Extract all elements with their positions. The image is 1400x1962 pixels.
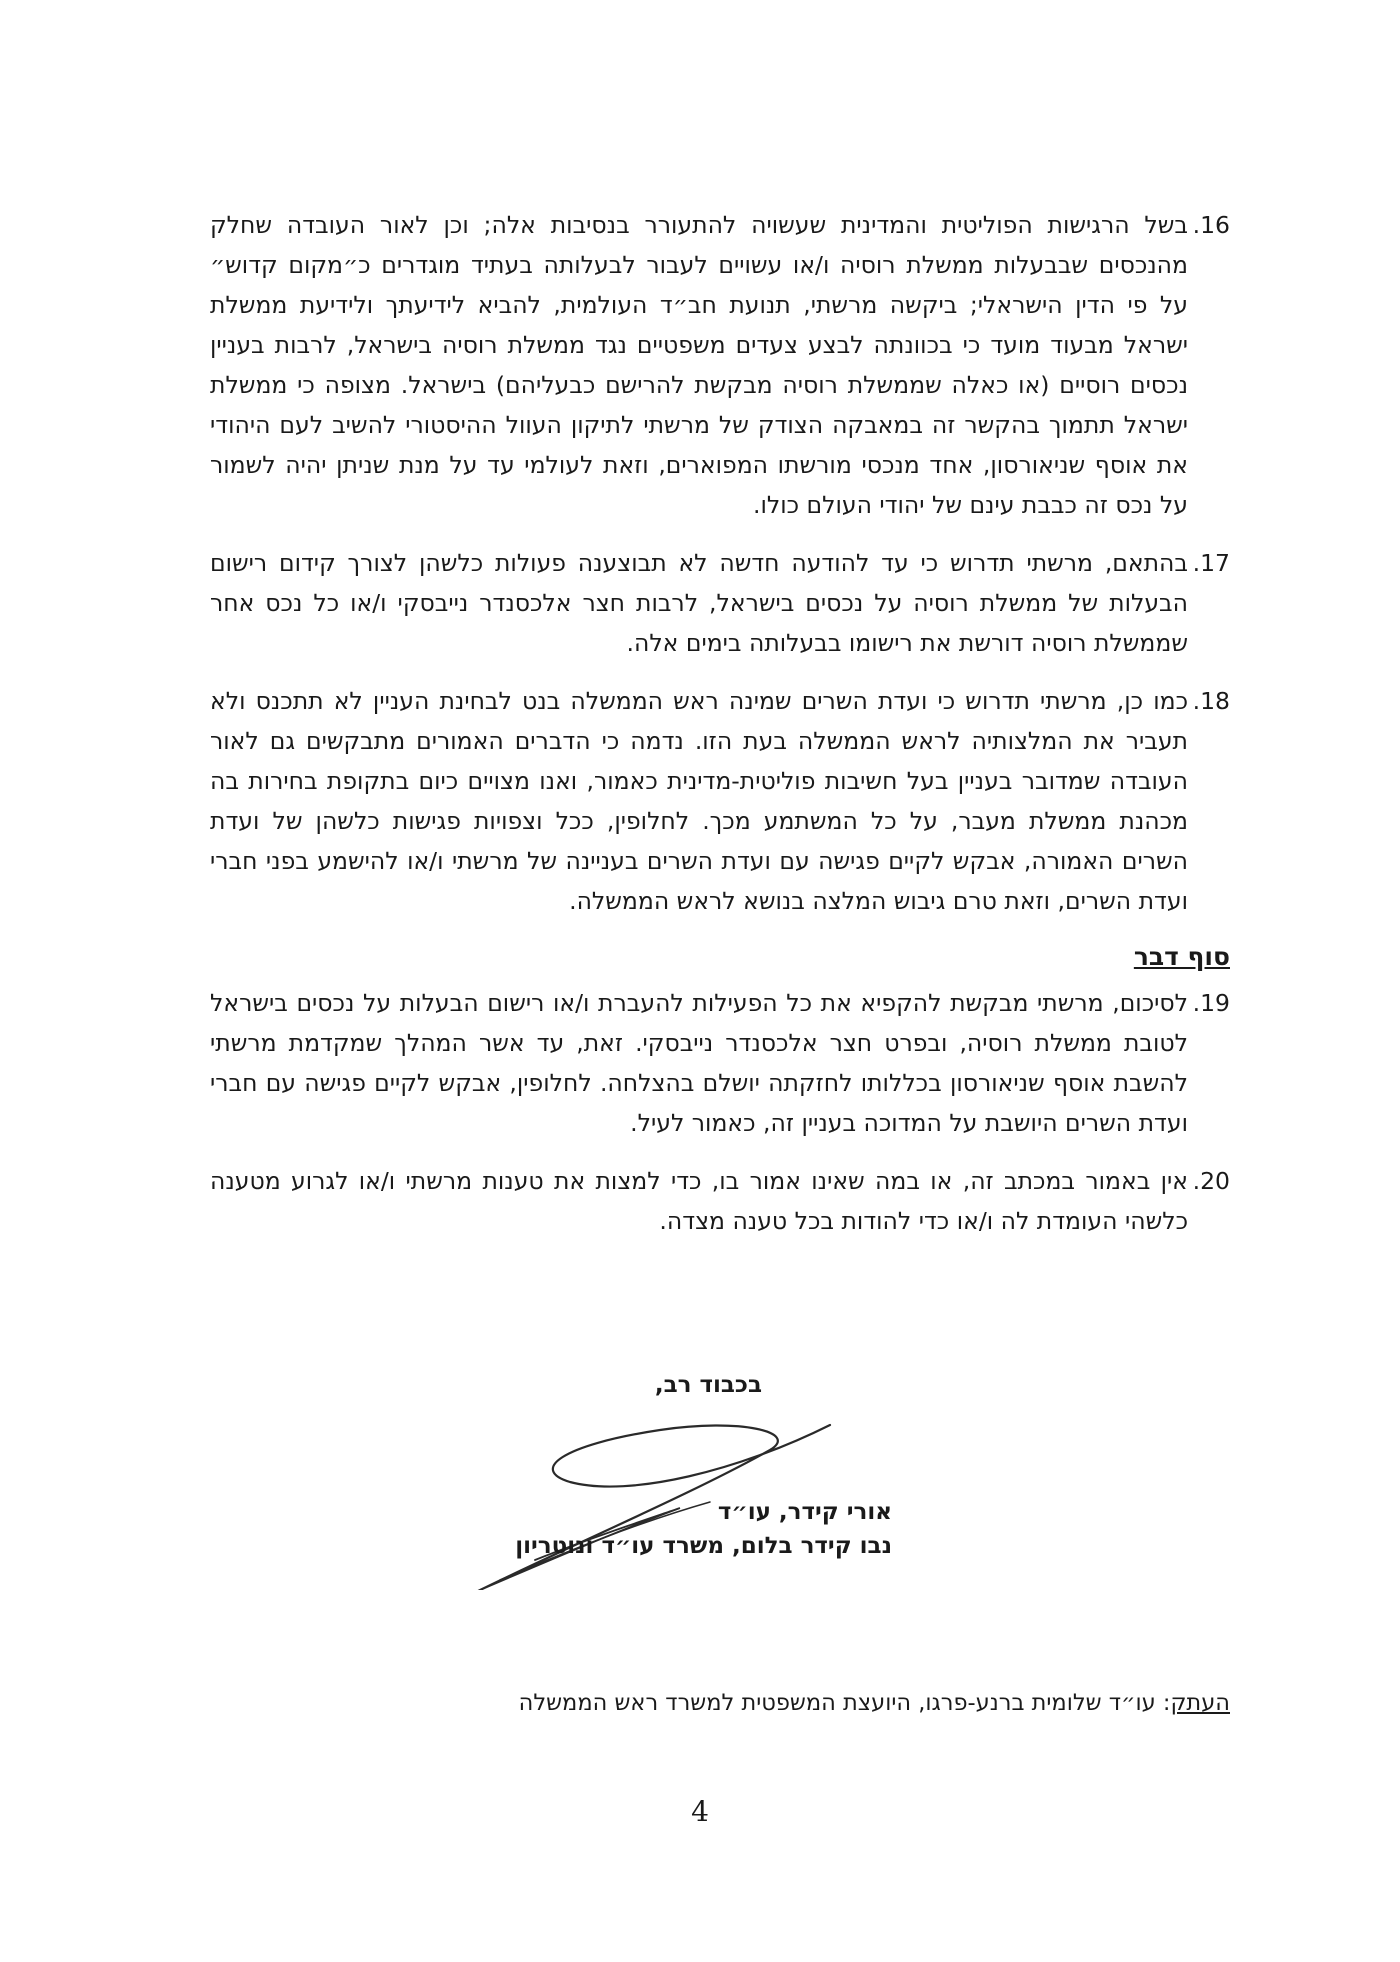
closing-greeting: בכבוד רב,	[654, 1372, 762, 1398]
paragraph-text: בשל הרגישות הפוליטית והמדינית שעשויה להתעורר בנסיבות אלה; וכן לאור העובדה שחלק מהנכסים שבבעלות ממשלת רוסיה ו/או עשויים לעבור לבעלותה בעתיד מוגדרים כ״מקום קדוש״ על פי הדין הישראלי; ביקשה מרשתי, תנועת חב״ד העולמית, להביא לידיעתך ולידיעת ממשלת ישראל מבעוד מועד כי בכוונתה לבצע צעדים משפטיים נגד ממשלת רוסיה בישראל, לרבות בעניין נכסים רוסיים (או כאלה שממשלת רוסיה מבקשת להרישם כבעליהם) בישראל. מצופה כי ממשלת ישראל תתמוך בהקשר זה במאבקה הצודק של מרשתי לתיקון העוול ההיסטורי להשיב לעם היהודי את אוסף שניאורסון, אחד מנכסי מורשתו המפוארים, וזאת לעולמי עד על מנת שניתן יהיה לשמור על נכס זה כבבת עינם של יהודי העולם כולו.	[210, 211, 1188, 519]
signer-name: אורי קידר, עו״ד	[717, 1499, 892, 1525]
paragraph-number: 18.	[1192, 687, 1230, 715]
page-number: 4	[691, 1795, 709, 1828]
paragraph-number: 20.	[1192, 1167, 1230, 1195]
cc-line	[519, 1690, 1230, 1716]
paragraph-text: אין באמור במכתב זה, או במה שאינו אמור בו, כדי למצות את טענות מרשתי ו/או לגרוע מטענה כלשהי העומדת לה ו/או כדי להודות בכל טענה מצדה.	[210, 1167, 1188, 1235]
letter-body	[210, 205, 1230, 1259]
cc-text: : עו״ד שלומית ברנע-פרגו, היועצת המשפטית למשרד ראש הממשלה	[518, 1690, 1171, 1716]
closing-greeting-block	[362, 1372, 762, 1398]
section-title: סוף דבר	[1133, 942, 1230, 971]
numbered-paragraph-18	[210, 681, 1230, 921]
paragraph-text: בהתאם, מרשתי תדרוש כי עד להודעה חדשה לא תבוצענה פעולות כלשהן לצורך קידום רישום הבעלות של ממשלת רוסיה על נכסים בישראל, לרבות חצר אלכסנדר נייבסקי ו/או כל נכס אחר שממשלת רוסיה דורשת את רישומו בבעלותה בימים אלה.	[210, 549, 1188, 657]
firm-name: נבו קידר בלום, משרד עו״ד ונוטריון	[515, 1533, 892, 1559]
numbered-paragraph-20	[210, 1161, 1230, 1241]
numbered-paragraph-16	[210, 205, 1230, 525]
numbered-paragraph-17	[210, 543, 1230, 663]
paragraph-number: 19.	[1192, 989, 1230, 1017]
paragraph-number: 17.	[1192, 549, 1230, 577]
numbered-paragraph-19	[210, 983, 1230, 1143]
cc-label: העתק	[1170, 1690, 1230, 1716]
signer-block	[515, 1495, 892, 1563]
paragraph-text: כמו כן, מרשתי תדרוש כי ועדת השרים שמינה ראש הממשלה בנט לבחינת העניין לא תתכנס ולא תעביר את המלצותיה לראש הממשלה בעת הזו. נדמה כי הדברים האמורים מתבקשים גם לאור העובדה שמדובר בעניין בעל חשיבות פוליטית-מדינית כאמור, ואנו מצויים כיום בתקופת בחירות בה מכהנת ממשלת מעבר, על כל המשתמע מכך. לחלופין, ככל וצפויות פגישות כלשהן של ועדת השרים האמורה, אבקש לקיים פגישה עם ועדת השרים בעניינה של מרשתי ו/או להישמע בפני חברי ועדת השרים, וזאת טרם גיבוש המלצה בנושא לראש הממשלה.	[210, 687, 1188, 915]
paragraph-text: לסיכום, מרשתי מבקשת להקפיא את כל הפעילות להעברת ו/או רישום הבעלות על נכסים בישראל לטובת ממשלת רוסיה, ובפרט חצר אלכסנדר נייבסקי. זאת, עד אשר המהלך שמקדמת מרשתי להשבת אוסף שניאורסון בכללותו לחזקתה יושלם בהצלחה. לחלופין, אבקש לקיים פגישה עם חברי ועדת השרים היושבת על המדוכה בעניין זה, כאמור לעיל.	[210, 989, 1188, 1137]
paragraph-number: 16.	[1192, 211, 1230, 239]
